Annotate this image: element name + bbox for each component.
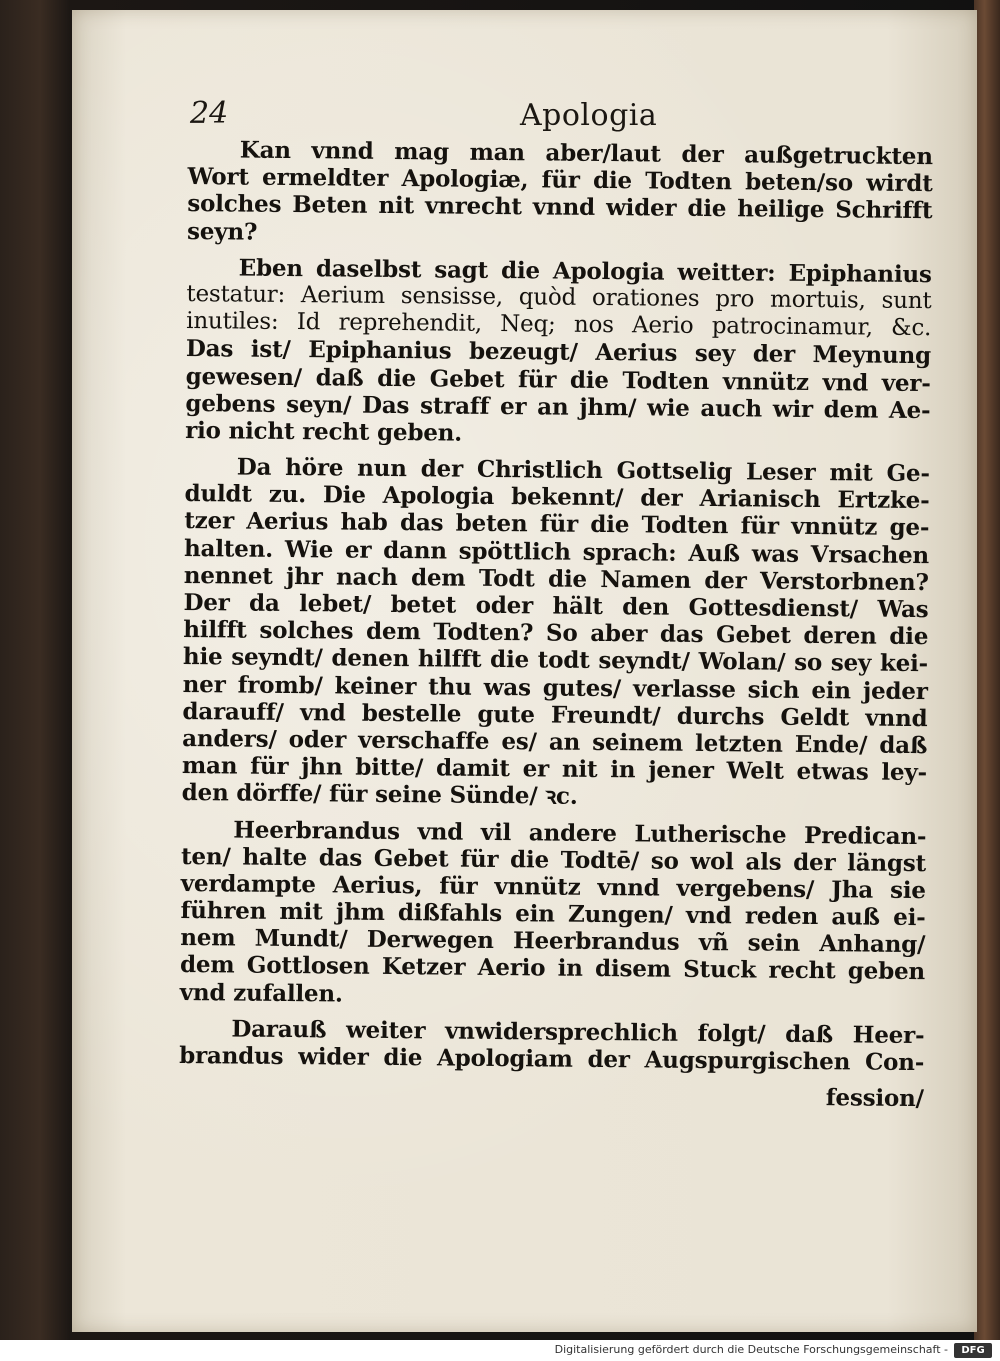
page-number: 24 bbox=[190, 96, 229, 131]
text-line: vnd zufallen. bbox=[179, 978, 343, 1008]
body-text bbox=[179, 136, 933, 1112]
text-line: ten/ halte das Gebet für die Todtē/ so wol als der längst bbox=[180, 842, 927, 877]
text-line: nem Mundt/ Derwegen Heerbrandus vñ sein Anhang/ bbox=[180, 924, 926, 959]
text-line: brandus wider die Apologiam der Augspurgischen Con- bbox=[179, 1041, 925, 1077]
text-line: Das ist/ Epiphanius bezeugt/ Aerius sey der Meynung bbox=[185, 335, 932, 370]
text-line: Heerbrandus vnd vil andere Lutherische Predican- bbox=[233, 815, 927, 850]
paragraph-5 bbox=[179, 1015, 924, 1077]
text-line: ner fromb/ keiner thu was gutes/ verlasse sich ein jeder bbox=[182, 670, 928, 705]
text-line: den dörffe/ für seine Sünde/ ꝛc. bbox=[181, 779, 578, 811]
paragraph-1 bbox=[187, 136, 933, 252]
footer-credit: Digitalisierung gefördert durch die Deutsche Forschungsgemeinschaft - bbox=[554, 1343, 948, 1356]
text-line: Kan vnnd mag man aber/laut der außgetruckten bbox=[239, 136, 933, 171]
text-line: tzer Aerius hab das beten für die Todten für vnnütz ge- bbox=[184, 507, 930, 542]
text-line: rio nicht recht geben. bbox=[185, 416, 463, 447]
text-line: dem Gottlosen Ketzer Aerio in disem Stuck recht geben bbox=[179, 951, 926, 986]
text-line: Darauß weiter vnwidersprechlich folgt/ daß Heer- bbox=[231, 1015, 925, 1049]
text-line: man für jhn bitte/ damit er nit in jener Welt etwas ley- bbox=[181, 752, 928, 787]
paragraph-4 bbox=[180, 815, 927, 1012]
footer-bar bbox=[0, 1340, 1000, 1361]
text-line: halten. Wie er dann spöttlich sprach: Auß was Vrsachen bbox=[183, 534, 930, 569]
text-line: nennet jhr nach dem Todt die Namen der Verstorbnen? bbox=[183, 561, 929, 596]
text-line: inutiles: Id reprehendit, Neq; nos Aerio patrocinamur, &c. bbox=[186, 308, 932, 342]
text-line: Eben daselbst sagt die Apologia weitter: Epiphanius bbox=[238, 254, 932, 288]
text-line: testatur: Aerium sensisse, quòd orationes pro mortuis, sunt bbox=[186, 280, 932, 315]
paragraph-2 bbox=[185, 254, 932, 451]
text-line: verdampte Aerius, für vnnütz vnnd vergebens/ Jha sie bbox=[180, 869, 926, 904]
text-line: gebens seyn/ Das straff er an jhm/ wie auch wir dem Ae- bbox=[185, 389, 931, 424]
paragraph-3 bbox=[182, 453, 930, 814]
text-line: duldt zu. Die Apologia bekennt/ der Arianisch Ertzke- bbox=[184, 480, 930, 515]
text-line: Der da lebet/ betet oder hält den Gottesdienst/ Was bbox=[183, 588, 929, 624]
text-line: anders/ oder verschaffe es/ an seinem letzten Ende/ daß bbox=[182, 724, 928, 760]
catchword: fession/ bbox=[825, 1084, 924, 1113]
dfg-logo-icon: DFG bbox=[954, 1343, 992, 1358]
text-line: Wort ermeldter Apologiæ, für die Todten beten/so wirdt bbox=[187, 163, 933, 198]
text-line: darauff/ vnd bestelle gute Freundt/ durchs Geldt vnnd bbox=[182, 697, 928, 732]
text-line: seyn? bbox=[186, 217, 258, 246]
text-line: führen mit jhm dißfahls ein Zungen/ vnd reden auß ei- bbox=[180, 897, 926, 932]
running-title: Apologia bbox=[520, 98, 658, 133]
text-line: solches Beten nit vnrecht vnnd wider die heilige Schrifft bbox=[187, 190, 933, 225]
text-line: gewesen/ daß die Gebet für die Todten vnnütz vnd ver- bbox=[185, 362, 931, 397]
text-line: hilfft solches dem Todten? So aber das Gebet deren die bbox=[183, 616, 929, 651]
book-edge bbox=[974, 0, 1000, 1340]
text-line: Da höre nun der Christlich Gottselig Leser mit Ge- bbox=[236, 453, 930, 488]
text-line: hie seyndt/ denen hilfft die todt seyndt/ Wolan/ so sey kei- bbox=[182, 643, 929, 678]
